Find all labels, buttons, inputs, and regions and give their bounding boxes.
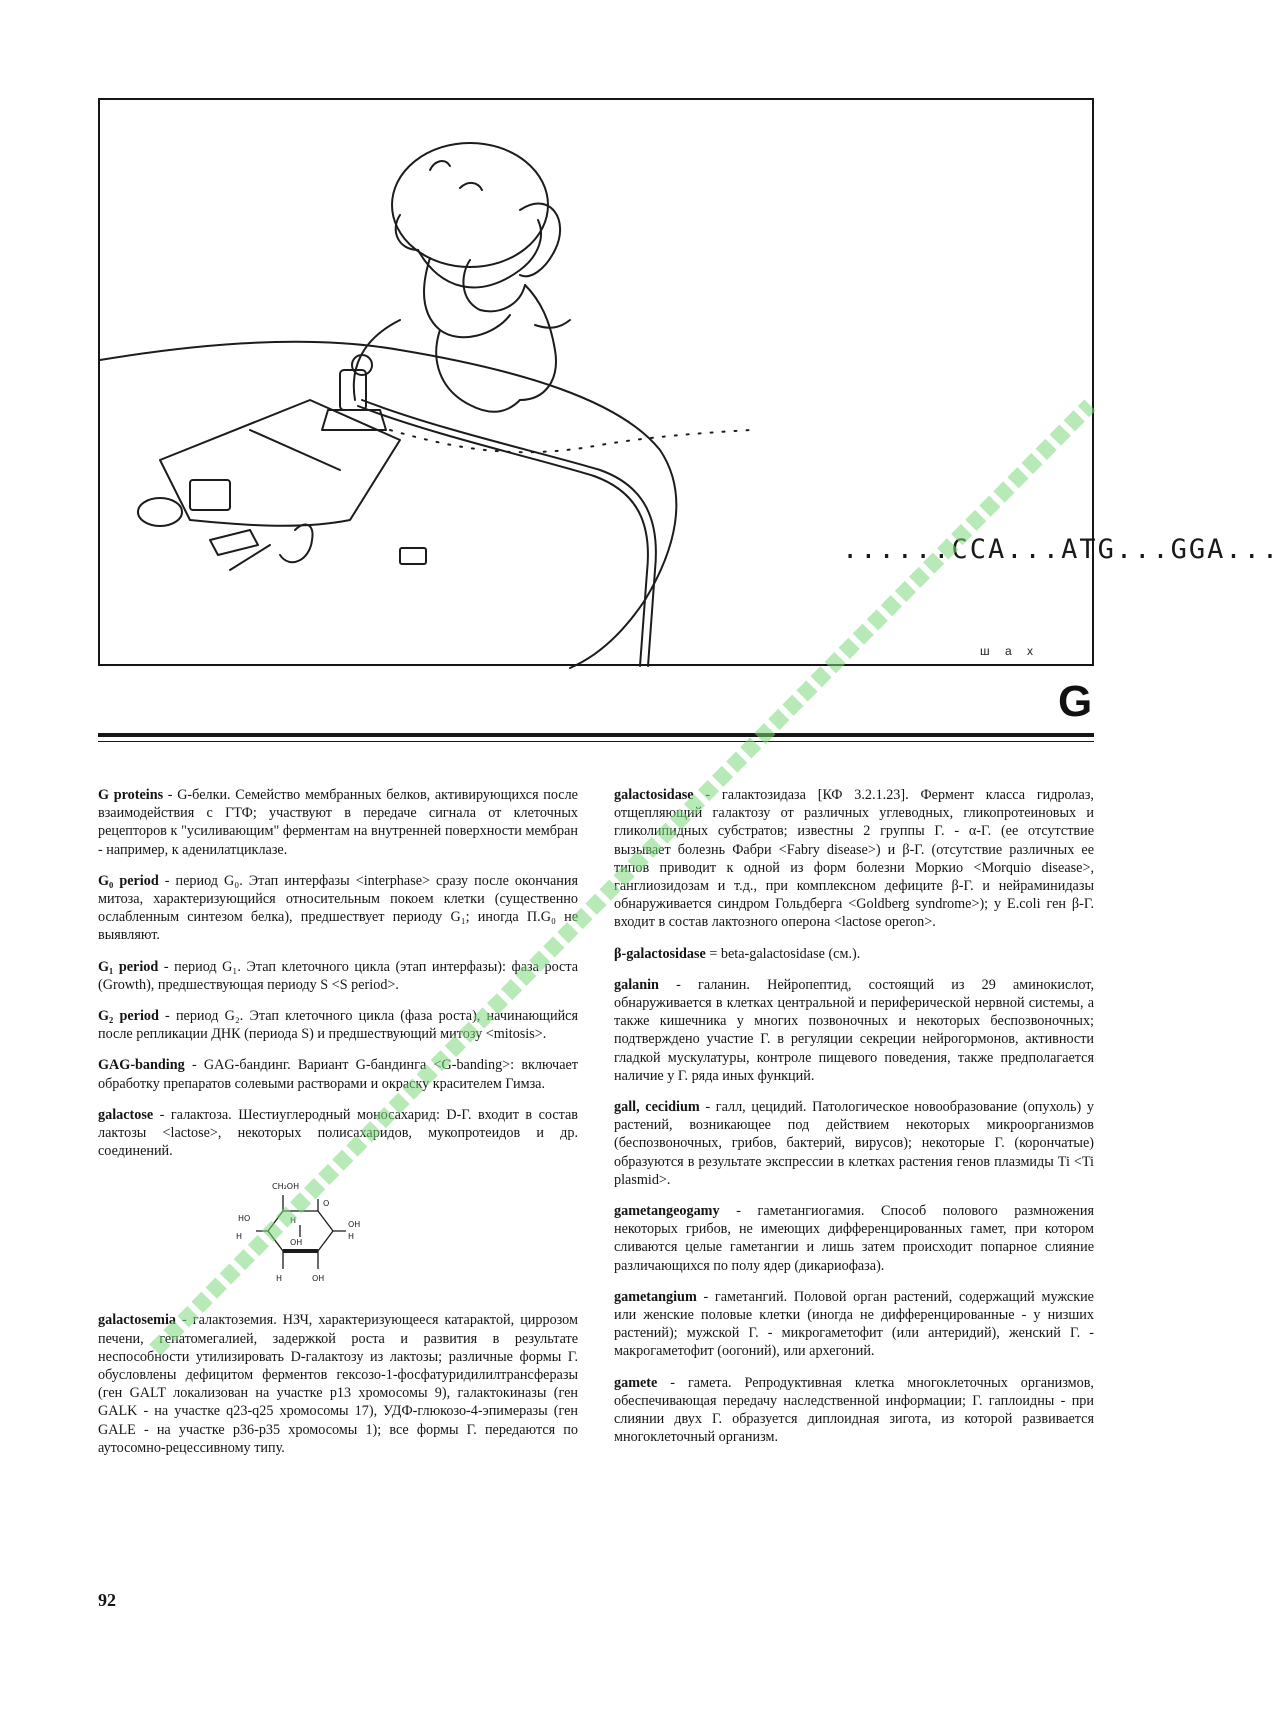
ch2oh-label: CH₂OH (272, 1182, 300, 1192)
entry-term: G₁ period (98, 958, 159, 975)
dictionary-entry: gametangium - гаметангий. Половой орган растений, содержащий мужские или женские половые клетки (иногда не дифференцированные - у низших растений); мужской Г. - микрогаметофит (или антеридий), женский Г. - макрогаметофит (оогоний), или архегоний. (614, 1288, 1094, 1360)
section-rule-thin (98, 741, 1094, 742)
h-label: H (276, 1274, 283, 1284)
dictionary-entry: galactose - галактоза. Шестиуглеродный моносахарид: D-Г. входит в состав лактозы <lactose>, некоторых полисахаридов, мукопротеидов и др. соединений. (98, 1106, 578, 1160)
cartoon-illustration (98, 98, 1280, 666)
entry-definition: гаметангиогамия. Способ полового размножения некоторых грибов, не имеющих дифференцированных гамет, при котором сливаются целые гаметангии и лишь затем происходит попарное слияние различающихся по полу ядер (дикариофаза). (614, 1203, 1094, 1274)
dictionary-entry: gametangeogamy - гаметангиогамия. Способ полового размножения некоторых грибов, не имеющих дифференцированных гамет, при котором сливаются целые гаметангии и лишь затем происходит попарное слияние различающихся по полу ядер (дикариофаза). (614, 1203, 1094, 1274)
eyes (430, 161, 482, 190)
h-label: H (236, 1232, 243, 1242)
page-number: 92 (98, 1590, 116, 1610)
eraser (210, 530, 258, 555)
entry-definition: G-белки. Семейство мембранных белков, активирующихся после взаимодействия с ГТФ; участвуют в передаче сигнала от клеточных рецепторов к "усиливающим" ферментам на внутренней поверхности мембран - например, к аденилатциклазе. (98, 787, 578, 858)
entry-term: galactose (98, 1106, 154, 1123)
paper-sheet (160, 400, 400, 526)
cartoon-drawing (100, 100, 1096, 668)
oh-label: OH (348, 1220, 361, 1230)
section-rule (98, 733, 1094, 737)
entry-term: gall, cecidium (614, 1099, 700, 1116)
sequence-text: ......CCA...ATG...GGA... (842, 534, 1280, 565)
entry-term: gametangeogamy (614, 1203, 720, 1220)
dictionary-entry: G₀ period - период G₀. Этап интерфазы <interphase> сразу после окончания митоза, характеризующийся относительным покоем клетки (существенно ослабленным синтезом белка), предшествует периоду G₁; иногда П.G₀ не выявляют. (98, 872, 579, 944)
entry-term: G proteins (98, 787, 164, 803)
paper-fold (250, 430, 340, 470)
pencil (230, 545, 270, 570)
entry-definition: период G₂. Этап клеточного цикла (фаза роста), начинающийся после репликации ДНК (периода S) и предшествующий митозу <mitosis>. (98, 1008, 578, 1043)
dictionary-entry: galactosidase - галактозидаза [КФ 3.2.1.23]. Фермент класса гидролаз, отщепляющий галактозу от различных углеводных, гликопротеиновых и гликолипидных субстратов; известны 2 группы Г. - α-Г. (ее отсутствие вызывает болезнь Фабри <Fabry disease>) и β-Г. (отсутствие различных ее типов приводит к одной из форм болезни Моркио <Morquio disease>, ганглиозидозам и т.д., при комплексном дефиците β-Г. и нейраминидазы обнаруживается синдром Гольдберга <Goldberg syndrome>); у E.coli ген β-Г. входит в состав лактозного оперона <lactose operon>. (614, 787, 1094, 931)
forearm (520, 285, 556, 400)
dictionary-entry: gall, cecidium - галл, цецидий. Патологическое новообразование (опухоль) у растений, возникающее под действием некоторых микроорганизмов (беспозвоночных, грибов, бактерий, вирусов); некоторые Г. (корончатые) образуются в результате экспрессии в клетках растения генов плазмиды Ti <Ti plasmid>. (614, 1099, 1094, 1188)
table-groove-1 (362, 400, 656, 666)
small-figure (280, 525, 313, 563)
o-label: O (323, 1199, 330, 1209)
ho-label: HO (238, 1214, 251, 1224)
entry-definition: гамета. Репродуктивная клетка многоклеточных организмов, обеспечивающая передачу наследственной информации; Г. гаплоидны - при слиянии двух Г. образуется диплоидная зигота, из которой развивается многоклеточный организм. (614, 1374, 1094, 1446)
entry-term: β-galactosidase (614, 945, 706, 962)
entry-definition: галактозидаза [КФ 3.2.1.23]. Фермент класса гидролаз, отщепляющий галактозу от различных углеводных, гликопротеиновых и гликолипидных субстратов; известны 2 группы Г. - α-Г. (ее отсутствие вызывает болезнь Фабри <Fabry disease>) и β-Г. (отсутствие различных ее типов приводит к одной из форм болезни Моркио <Morquio disease>, ганглиозидозам и т.д., при комплексном дефиците β-Г. и нейраминидазы обнаруживается синдром Гольдберга <Goldberg syndrome>); у E.coli ген β-Г. входит в состав лактозного оперона <lactose operon>. (614, 787, 1094, 931)
dictionary-entry: G₁ period - период G₁. Этап клеточного цикла (этап интерфазы): фаза роста (Growth), предшествующая периоду S <S period>. (98, 958, 578, 993)
entry-term: G₀ period (98, 872, 159, 889)
dictionary-entry: GAG-banding - GAG-бандинг. Вариант G-бандинга <G-banding>: включает обработку препаратов солевыми растворами и окраску красителем Гимза. (98, 1057, 578, 1092)
box (190, 480, 230, 510)
entry-term: galactosemia (98, 1312, 177, 1329)
right-column (614, 786, 1094, 1460)
entry-definition: период G₁. Этап клеточного цикла (этап интерфазы): фаза роста (Growth), предшествующая периоду S <S period>. (98, 958, 578, 993)
h-label: H (348, 1232, 355, 1242)
dictionary-entry: G proteins - G-белки. Семейство мембранных белков, активирующихся после взаимодействия с ГТФ; участвуют в передаче сигнала от клеточных рецепторов к "усиливающим" ферментам на внутренней поверхности мембран - например, к аденилатциклазе. (98, 787, 578, 858)
dictionary-entry (614, 945, 1094, 963)
dictionary-entry: galanin - галанин. Нейропептид, состоящий из 29 аминокислот, обнаруживается в клетках центральной и периферической нервной системы, а также кишечника у многих позвоночных и некоторых беспозвоночных; подтверждено участие Г. в регуляции секреции нейрогормонов, активности гладкой мускулатуры, контроле пищевого поведения, также предполагается наличие у Г. ряда иных функций. (614, 976, 1094, 1084)
entry-definition: GAG-бандинг. Вариант G-бандинга <G-banding>: включает обработку препаратов солевыми растворами и окраску красителем Гимза. (98, 1057, 578, 1092)
galactose-structural-formula (228, 1173, 378, 1293)
artist-signature: ш а х (980, 644, 1039, 658)
torso (354, 320, 520, 412)
cup (138, 498, 182, 526)
entry-definition: гаметангий. Половой орган растений, содержащий мужские или женские половые клетки (иногда не дифференцированные - у низших растений); мужской Г. - микрогаметофит (или антеридий), женский Г. - макрогаметофит (оогоний), или архегоний. (614, 1288, 1094, 1360)
table-front-edge (400, 350, 676, 668)
oh-label: OH (290, 1238, 303, 1248)
entry-definition: галл, цецидий. Патологическое новообразование (опухоль) у растений, возникающее под действием некоторых микроорганизмов (беспозвоночных, грибов, бактерий, вирусов); некоторые Г. (корончатые) образуются в результате экспрессии в клетках растения генов плазмиды Ti <Ti plasmid>. (614, 1099, 1094, 1188)
oh-label: OH (312, 1274, 325, 1284)
bracelet (535, 320, 570, 328)
dictionary-entry: G₂ period - период G₂. Этап клеточного цикла (фаза роста), начинающийся после репликации ДНК (периода S) и предшествующий митозу <mitosis>. (98, 1008, 578, 1043)
entry-definition: галанин. Нейропептид, состоящий из 29 аминокислот, обнаруживается в клетках центральной и периферической нервной системы, а также кишечника у многих позвоночных и некоторых беспозвоночных; подтверждено участие Г. в регуляции секреции нейрогормонов, активности гладкой мускулатуры, контроле пищевого поведения, также предполагается наличие у Г. ряда иных функций. (614, 976, 1094, 1084)
dictionary-entry: gamete - гамета. Репродуктивная клетка многоклеточных организмов, обеспечивающая передачу наследственной информации; Г. гаплоидны - при слиянии двух Г. образуется диплоидная зигота, из которой развивается многоклеточный организм. (614, 1374, 1094, 1446)
entry-term: galactosidase (614, 787, 694, 803)
entry-definition: = beta-galactosidase (см.). (709, 945, 861, 962)
entry-term: G₂ period (98, 1008, 159, 1025)
entry-term: gamete (614, 1374, 658, 1391)
section-letter: G (1058, 677, 1093, 726)
entry-definition: период G₀. Этап интерфазы <interphase> сразу после окончания митоза, характеризующийся относительным покоем клетки (существенно ослабленным синтезом белка), предшествует периоду G₁; иногда П.G₀ не выявляют. (98, 872, 579, 944)
entry-definition: галактоземия. НЗЧ, характеризующееся катарактой, циррозом печени, гепатомегалией, задержкой роста и развития в результате неспособности утилизировать D-галактозу из лактозы; различные формы Г. обусловлены дефицитом ферментов гексозо-1-фосфатуридилилтрансферазы (ген GALT локализован на участке p13 хромосомы 9), галактокиназы (ген GALK - на участке q23-q25 хромосомы 17), УДФ-глюкозо-4-эпимеразы (ген GALE - на участке p36-p35 хромосомы 1); все формы Г. передаются по аутосомно-рецессивному типу. (98, 1312, 578, 1456)
microscope-eyepiece (352, 355, 372, 375)
h-label: H (290, 1216, 297, 1226)
entry-definition: галактоза. Шестиуглеродный моносахарид: D-Г. входит в состав лактозы <lactose>, некоторых полисахаридов, мукопротеидов и др. соединений. (98, 1106, 578, 1160)
entry-term: GAG-banding (98, 1057, 185, 1074)
small-block (400, 548, 426, 564)
head (392, 143, 548, 267)
beard (418, 220, 541, 287)
entry-term: gametangium (614, 1288, 697, 1305)
entry-term: galanin (614, 976, 659, 993)
left-column (98, 786, 578, 1470)
dictionary-entry: galactosemia - галактоземия. НЗЧ, характеризующееся катарактой, циррозом печени, гепатомегалией, задержкой роста и развития в результате неспособности утилизировать D-галактозу из лактозы; различные формы Г. обусловлены дефицитом ферментов гексозо-1-фосфатуридилилтрансферазы (ген GALT локализован на участке p13 хромосомы 9), галактокиназы (ген GALK - на участке q23-q25 хромосомы 17), УДФ-глюкозо-4-эпимеразы (ген GALE - на участке p36-p35 хромосомы 1); все формы Г. передаются по аутосомно-рецессивному типу. (98, 1312, 578, 1456)
